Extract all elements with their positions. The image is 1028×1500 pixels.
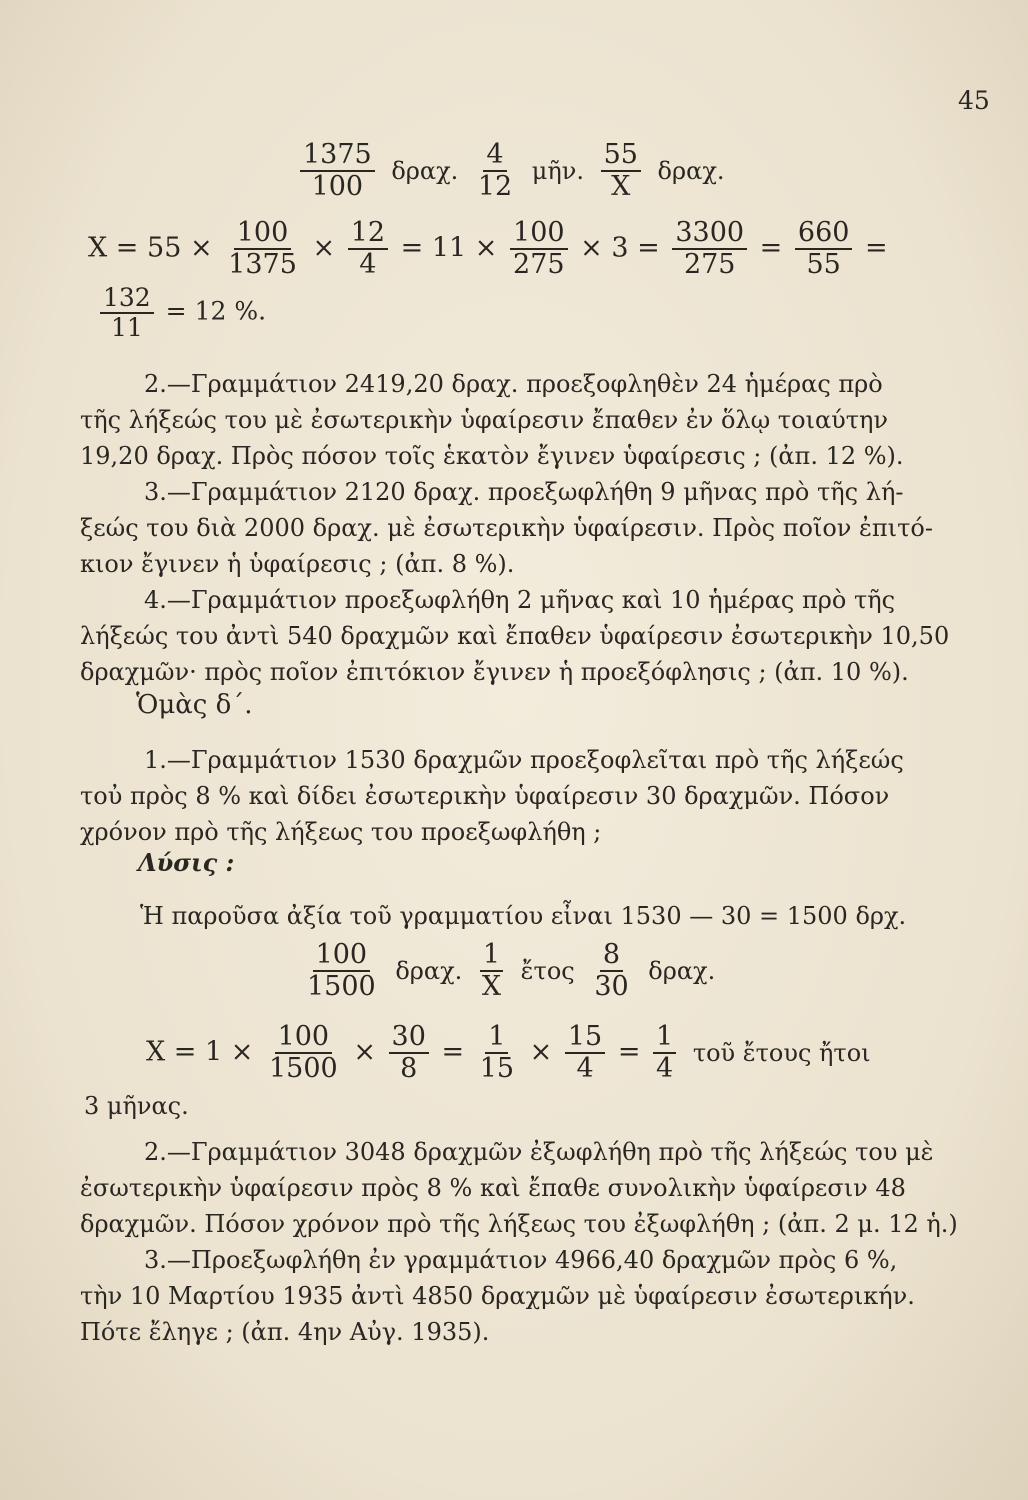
fraction: $\frac{100}{1375}$	[228, 217, 297, 281]
problem-d-2: 2.—Γραμμάτιον 3048 δραχμῶν ἐξωφλήθη πρὸ τῆς λήξεώς του μὲ ἐσωτερικὴν ὑφαίρεσιν πρὸς 8 % καὶ ἔπαθε συνολικὴν ὑφαίρεσιν 48 δραχμῶν. Πόσον χρόνον πρὸ τῆς λήξεως του ἐξωφλήθη ; (ἀπ. 2 μ. 12 ἡ.)	[80, 1138, 958, 1238]
solution-conclusion: 3 μῆνας.	[84, 1092, 189, 1120]
fraction: $\frac{4}{12}$	[477, 139, 513, 203]
equation-proportion-2: $\frac{100}{1500}$ δραχ. $\frac{1}{X}$ ἔτος $\frac{8}{30}$ δραχ.	[300, 940, 719, 1002]
fraction: $\frac{12}{4}$	[348, 218, 388, 280]
equation-solution-1: X = 55 × $\frac{100}{1375}$ × $\frac{12}{4}$ = 11 × $\frac{100}{275}$ × 3 = $\frac{3300}{275}$ = $\frac{660}{55}$ =	[88, 217, 888, 281]
equation-proportion-1: $\frac{1375}{100}$ δραχ. $\frac{4}{12}$ μῆν. $\frac{55}{X}$ δραχ.	[296, 140, 728, 202]
fraction: $\frac{3300}{275}$	[672, 218, 747, 280]
fraction: $\frac{15}{4}$	[565, 1022, 605, 1084]
fraction: $\frac{100}{275}$	[510, 218, 568, 280]
fraction: $\frac{100}{1500}$	[269, 1021, 338, 1085]
fraction: $\frac{1375}{100}$	[300, 140, 375, 202]
equation-result-1: $\frac{132}{11}$ = 12 %.	[96, 284, 266, 342]
equation-solution-2: X = 1 × $\frac{100}{1500}$ × $\frac{30}{8}$ = $\frac{1}{15}$ × $\frac{15}{4}$ = $\frac{1}{4}$ τοῦ ἔτους ἤτοι	[146, 1021, 871, 1085]
page-number: 45	[958, 86, 990, 115]
solution-statement: Ἡ παροῦσα ἀξία τοῦ γραμματίου εἶναι 1530 — 30 = 1500 δρχ.	[140, 902, 907, 930]
problem-d-1: 1.—Γραμμάτιον 1530 δραχμῶν προεξοφλεῖται πρὸ τῆς λήξεώς τοὐ πρὸς 8 % καὶ δίδει ἐσωτερικὴν ὑφαίρεσιν 30 δραχμῶν. Πόσον χρόνον πρὸ τῆς λήξεως του προεξωφλήθη ;	[80, 746, 904, 846]
fraction: $\frac{100}{1500}$	[307, 939, 376, 1003]
fraction: $\frac{8}{30}$	[594, 939, 629, 1003]
problem-3: 3.—Γραμμάτιον 2120 δραχ. προεξωφλήθη 9 μῆνας πρὸ τῆς λή- ξεώς του διὰ 2000 δραχ. μὲ ἐσωτερικὴν ὑφαίρεσιν. Πρὸς ποῖον ἐπιτό- κιον ἔγινεν ἡ ὑφαίρεσις ; (ἀπ. 8 %).	[80, 478, 933, 578]
problem-4: 4.—Γραμμάτιον προεξωφλήθη 2 μῆνας καὶ 10 ἡμέρας πρὸ τῆς λήξεώς του ἀντὶ 540 δραχμῶν καὶ ἔπαθεν ὑφαίρεσιν ἐσωτερικὴν 10,50 δραχμῶν· πρὸς ποῖον ἐπιτόκιον ἔγινεν ἡ προεξόφλησις ; (ἀπ. 10 %).	[80, 586, 950, 686]
problem-2: 2.—Γραμμάτιον 2419,20 δραχ. προεξοφληθὲν 24 ἡμέρας πρὸ τῆς λήξεώς του μὲ ἐσωτερικὴν ὑφαίρεσιν ἔπαθεν ἐν ὅλῳ τοιαύτην 19,20 δραχ. Πρὸς πόσον τοῖς ἑκατὸν ἔγινεν ὑφαίρεσις ; (ἀπ. 12 %).	[80, 370, 904, 470]
fraction: $\frac{1}{4}$	[653, 1022, 676, 1084]
solution-label: Λύσις :	[138, 848, 235, 877]
section-title: Ὁμὰς δ΄.	[136, 690, 253, 720]
fraction: $\frac{660}{55}$	[795, 218, 853, 280]
fraction: $\frac{1}{15}$	[479, 1021, 515, 1085]
fraction: $\frac{30}{8}$	[389, 1022, 429, 1084]
problem-d-3: 3.—Προεξωφλήθη ἐν γραμμάτιον 4966,40 δραχμῶν πρὸς 6 %, τὴν 10 Μαρτίου 1935 ἀντὶ 4850 δραχμῶν μὲ ὑφαίρεσιν ἐσωτερικήν. Πότε ἔληγε ; (ἀπ. 4ην Αὐγ. 1935).	[80, 1246, 915, 1346]
fraction: $\frac{55}{X}$	[601, 140, 641, 202]
fraction: $\frac{1}{X}$	[481, 939, 502, 1003]
fraction: $\frac{132}{11}$	[100, 284, 154, 342]
